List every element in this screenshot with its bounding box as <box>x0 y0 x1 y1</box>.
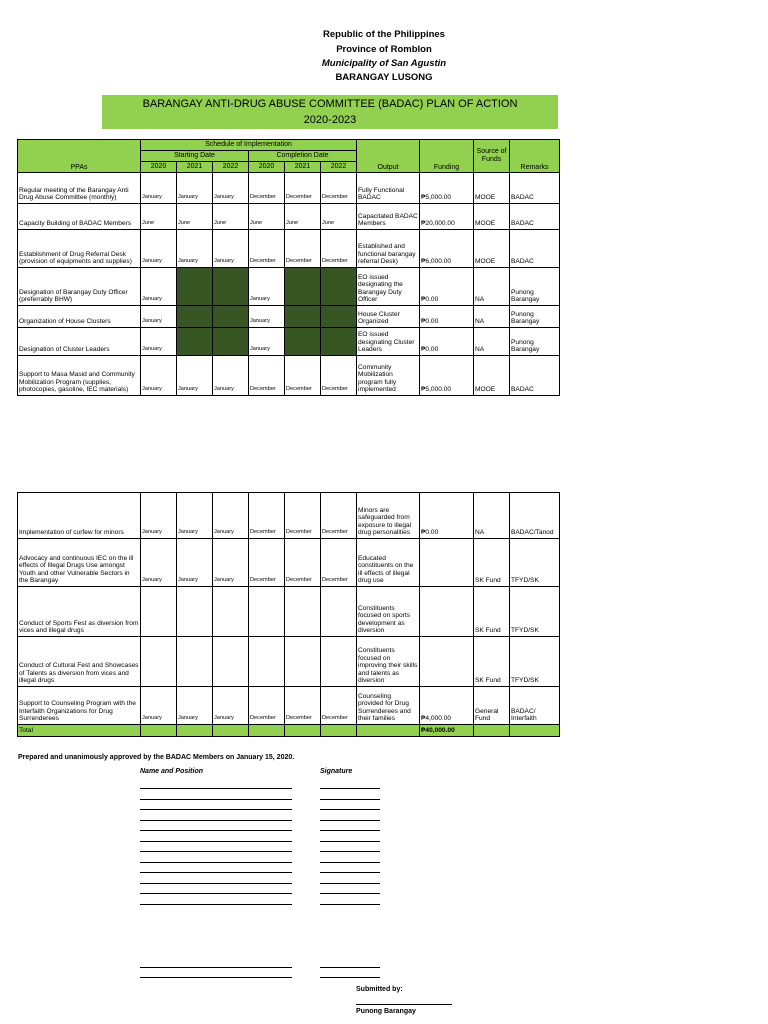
col-header-schedule: Schedule of Implementation <box>141 140 357 151</box>
start-2021-cell: January <box>177 493 213 539</box>
end-2021-cell: December <box>285 687 321 725</box>
name-line <box>140 967 292 968</box>
table-row <box>18 173 560 204</box>
header-republic: Republic of the Philippines <box>323 29 445 40</box>
start-2022-cell <box>213 268 249 306</box>
name-line <box>140 883 292 884</box>
banner-years: 2020-2023 <box>303 114 357 126</box>
ppa-cell: Establishment of Drug Referral Desk (provision of equipments and supplies) <box>18 230 141 268</box>
end-2021-cell: December <box>285 173 321 204</box>
source-cell: NA <box>474 306 510 328</box>
remarks-cell: TFYD/SK <box>510 637 560 687</box>
year-header-start-2022: 2022 <box>213 162 249 173</box>
name-line <box>140 809 292 810</box>
name-line <box>140 799 292 800</box>
start-2021-cell <box>177 637 213 687</box>
signature-line <box>320 788 380 789</box>
output-cell: Community Mobilization program fully implemented <box>357 356 420 396</box>
end-2021-cell <box>285 587 321 637</box>
end-2022-cell <box>321 587 357 637</box>
start-2022-cell: January <box>213 493 249 539</box>
end-2021-cell <box>285 328 321 356</box>
remarks-cell: BADAC <box>510 356 560 396</box>
source-cell: SK Fund <box>474 587 510 637</box>
ppa-cell: Conduct of Cultural Fest and Showcases of Talents as diversion from vices and illegal drugs <box>18 637 141 687</box>
start-2022-cell: January <box>213 539 249 587</box>
source-cell: NA <box>474 328 510 356</box>
remarks-cell: BADAC <box>510 230 560 268</box>
name-line <box>140 904 292 905</box>
start-2022-cell: January <box>213 356 249 396</box>
remarks-cell: BADAC/Tanod <box>510 493 560 539</box>
start-2021-cell <box>177 328 213 356</box>
output-cell: Capacitated BADAC Members <box>357 204 420 230</box>
total-empty-cell <box>249 725 285 737</box>
signature-line <box>320 977 380 978</box>
source-cell: SK Fund <box>474 539 510 587</box>
header-municipality: Municipality of San Agustin <box>321 58 447 69</box>
start-2021-cell: January <box>177 687 213 725</box>
funding-cell: ₱0.00 <box>420 493 474 539</box>
end-2021-cell: December <box>285 493 321 539</box>
ppa-cell: Support to Masa Masid and Community Mobilization Program (supplies, photocopies, gasoline, IEC materials) <box>18 356 141 396</box>
end-2020-cell: January <box>249 268 285 306</box>
source-cell: NA <box>474 268 510 306</box>
source-cell: MOOE <box>474 230 510 268</box>
year-header-start-2020: 2020 <box>141 162 177 173</box>
header-province: Province of Romblon <box>336 44 432 55</box>
start-2021-cell: January <box>177 173 213 204</box>
remarks-cell: TFYD/SK <box>510 587 560 637</box>
end-2022-cell: June <box>321 204 357 230</box>
start-2021-cell: January <box>177 539 213 587</box>
ppa-cell: Conduct of Sports Fest as diversion from vices and illegal drugs <box>18 587 141 637</box>
total-empty-cell <box>141 725 177 737</box>
end-2021-cell: December <box>285 230 321 268</box>
funding-cell <box>420 587 474 637</box>
end-2020-cell <box>249 637 285 687</box>
start-2020-cell: January <box>141 356 177 396</box>
remarks-cell: TFYD/SK <box>510 539 560 587</box>
start-2020-cell: January <box>141 268 177 306</box>
plan-table-top-body <box>18 140 560 396</box>
funding-cell: ₱6,000.00 <box>420 230 474 268</box>
table-row <box>18 328 560 356</box>
year-header-end-2021: 2021 <box>285 162 321 173</box>
start-2020-cell <box>141 637 177 687</box>
end-2022-cell <box>321 328 357 356</box>
name-line <box>140 820 292 821</box>
signature-line <box>320 841 380 842</box>
source-cell: MOOE <box>474 356 510 396</box>
start-2021-cell <box>177 268 213 306</box>
start-2022-cell <box>213 587 249 637</box>
name-line <box>140 893 292 894</box>
signature-line <box>320 872 380 873</box>
output-cell: Established and functional barangay referral Desk) <box>357 230 420 268</box>
start-2020-cell: January <box>141 493 177 539</box>
total-empty-cell <box>474 725 510 737</box>
start-2020-cell: January <box>141 328 177 356</box>
prepared-statement: Prepared and unanimously approved by the BADAC Members on January 15, 2020. <box>18 754 295 761</box>
end-2020-cell: January <box>249 306 285 328</box>
ppa-cell: Implementation of curfew for minors <box>18 493 141 539</box>
signature-line <box>320 862 380 863</box>
signature-line <box>320 967 380 968</box>
end-2022-cell: December <box>321 356 357 396</box>
start-2020-cell: January <box>141 306 177 328</box>
total-amount: ₱40,000.00 <box>420 725 474 737</box>
output-cell: EO issued designating the Barangay Duty Officer <box>357 268 420 306</box>
start-2022-cell: January <box>213 173 249 204</box>
submitted-signature-line <box>356 1004 452 1005</box>
col-header-ppas: PPAs <box>18 140 141 173</box>
end-2021-cell <box>285 306 321 328</box>
ppa-cell: Organization of House Clusters <box>18 306 141 328</box>
source-cell: NA <box>474 493 510 539</box>
output-cell: Constituents focused on sports development as diversion <box>357 587 420 637</box>
year-header-start-2021: 2021 <box>177 162 213 173</box>
start-2021-cell: June <box>177 204 213 230</box>
end-2022-cell: December <box>321 539 357 587</box>
output-cell: House Cluster Organized <box>357 306 420 328</box>
funding-cell: ₱5,000.00 <box>420 173 474 204</box>
col-header-remarks: Remarks <box>510 140 560 173</box>
col-header-output: Output <box>357 140 420 173</box>
output-cell: EO issued designating Cluster Leaders <box>357 328 420 356</box>
table-row <box>18 493 560 539</box>
output-cell: Fully Functional BADAC <box>357 173 420 204</box>
start-2022-cell <box>213 328 249 356</box>
ppa-cell: Advocacy and continuous IEC on the ill effects of Illegal Drugs Use amongst Youth and other Vulnerable Sectors in the Barangay <box>18 539 141 587</box>
table-row <box>18 687 560 725</box>
end-2022-cell: December <box>321 173 357 204</box>
output-cell: Educated constituents on the ill effects of illegal drug use <box>357 539 420 587</box>
title-banner <box>102 95 558 129</box>
end-2022-cell: December <box>321 493 357 539</box>
end-2020-cell: January <box>249 328 285 356</box>
remarks-cell: Punong Barangay <box>510 306 560 328</box>
start-2020-cell <box>141 587 177 637</box>
signature-line <box>320 830 380 831</box>
name-line <box>140 862 292 863</box>
ppa-cell: Regular meeting of the Barangay Anti Drug Abuse Committee (monthly) <box>18 173 141 204</box>
name-line <box>140 841 292 842</box>
end-2022-cell <box>321 637 357 687</box>
signature-line <box>320 809 380 810</box>
table-row <box>18 230 560 268</box>
ppa-cell: Designation of Cluster Leaders <box>18 328 141 356</box>
remarks-cell: Punong Barangay <box>510 328 560 356</box>
end-2020-cell: December <box>249 230 285 268</box>
end-2021-cell: June <box>285 204 321 230</box>
source-cell: General Fund <box>474 687 510 725</box>
total-row <box>18 725 560 737</box>
start-2020-cell: January <box>141 539 177 587</box>
start-2022-cell: January <box>213 230 249 268</box>
total-empty-cell <box>177 725 213 737</box>
table-row <box>18 587 560 637</box>
remarks-cell: BADAC <box>510 173 560 204</box>
start-2022-cell: June <box>213 204 249 230</box>
col-header-starting: Starting Date <box>141 151 249 162</box>
col-header-funding: Funding <box>420 140 474 173</box>
remarks-cell: BADAC/ Interfaith <box>510 687 560 725</box>
end-2022-cell <box>321 268 357 306</box>
col-header-source: Source of Funds <box>474 140 510 173</box>
signature-line <box>320 799 380 800</box>
end-2020-cell <box>249 587 285 637</box>
year-header-end-2022: 2022 <box>321 162 357 173</box>
source-cell: MOOE <box>474 173 510 204</box>
start-2021-cell: January <box>177 230 213 268</box>
signature-label: Signature <box>320 768 353 775</box>
plan-table-bottom-body <box>18 493 560 737</box>
banner-title: BARANGAY ANTI-DRUG ABUSE COMMITTEE (BADAC) PLAN OF ACTION <box>142 98 518 110</box>
end-2021-cell <box>285 637 321 687</box>
total-empty-cell <box>510 725 560 737</box>
start-2020-cell: January <box>141 173 177 204</box>
end-2020-cell: June <box>249 204 285 230</box>
start-2022-cell <box>213 306 249 328</box>
end-2020-cell: December <box>249 687 285 725</box>
name-line <box>140 851 292 852</box>
end-2020-cell: December <box>249 539 285 587</box>
name-position-label: Name and Position <box>140 768 204 775</box>
table-row <box>18 356 560 396</box>
end-2022-cell: December <box>321 687 357 725</box>
name-line <box>140 872 292 873</box>
funding-cell: ₱0.00 <box>420 268 474 306</box>
total-empty-cell <box>357 725 420 737</box>
funding-cell: ₱5,000.00 <box>420 356 474 396</box>
table-row <box>18 539 560 587</box>
funding-cell <box>420 539 474 587</box>
ppa-cell: Support to Counseling Program with the Interfaith Organizations for Drug Surrenderees <box>18 687 141 725</box>
end-2021-cell: December <box>285 539 321 587</box>
start-2021-cell <box>177 306 213 328</box>
header-barangay: BARANGAY LUSONG <box>335 72 433 83</box>
year-header-end-2020: 2020 <box>249 162 285 173</box>
signature-line <box>320 904 380 905</box>
submitted-by-label: Submitted by: <box>356 986 403 993</box>
remarks-cell: Punong Barangay <box>510 268 560 306</box>
col-header-completion: Completion Date <box>249 151 357 162</box>
end-2021-cell <box>285 268 321 306</box>
ppa-cell: Designation of Barangay Duty Officer (preferrably BHW) <box>18 268 141 306</box>
punong-barangay-label: Punong Barangay <box>356 1008 416 1015</box>
start-2020-cell: January <box>141 230 177 268</box>
end-2020-cell: December <box>249 356 285 396</box>
name-line <box>140 977 292 978</box>
funding-cell: ₱20,000.00 <box>420 204 474 230</box>
start-2020-cell: June <box>141 204 177 230</box>
start-2022-cell <box>213 637 249 687</box>
output-cell: Counseling provided for Drug Surrenderees and their families <box>357 687 420 725</box>
table-row <box>18 637 560 687</box>
funding-cell: ₱4,000.00 <box>420 687 474 725</box>
name-line <box>140 830 292 831</box>
name-line <box>140 788 292 789</box>
signature-line <box>320 820 380 821</box>
total-empty-cell <box>213 725 249 737</box>
funding-cell: ₱0.00 <box>420 328 474 356</box>
plan-table-top <box>17 139 560 396</box>
total-label: Total <box>18 725 141 737</box>
remarks-cell: BADAC <box>510 204 560 230</box>
total-empty-cell <box>321 725 357 737</box>
signature-line <box>320 893 380 894</box>
total-empty-cell <box>285 725 321 737</box>
start-2020-cell: January <box>141 687 177 725</box>
end-2021-cell: December <box>285 356 321 396</box>
output-cell: Constituents focused on improving their skills and talents as diversion <box>357 637 420 687</box>
source-cell: SK Fund <box>474 637 510 687</box>
end-2022-cell <box>321 306 357 328</box>
ppa-cell: Capacity Building of BADAC Members <box>18 204 141 230</box>
table-row <box>18 268 560 306</box>
start-2021-cell <box>177 587 213 637</box>
signature-line <box>320 851 380 852</box>
table-row <box>18 306 560 328</box>
table-row <box>18 204 560 230</box>
plan-table-bottom <box>17 492 560 737</box>
end-2020-cell: December <box>249 173 285 204</box>
start-2022-cell: January <box>213 687 249 725</box>
end-2020-cell: December <box>249 493 285 539</box>
source-cell: MOOE <box>474 204 510 230</box>
output-cell: Minors are safeguarded from exposure to illegal drug personalities <box>357 493 420 539</box>
funding-cell: ₱0.00 <box>420 306 474 328</box>
start-2021-cell: January <box>177 356 213 396</box>
signature-line <box>320 883 380 884</box>
end-2022-cell: December <box>321 230 357 268</box>
funding-cell <box>420 637 474 687</box>
